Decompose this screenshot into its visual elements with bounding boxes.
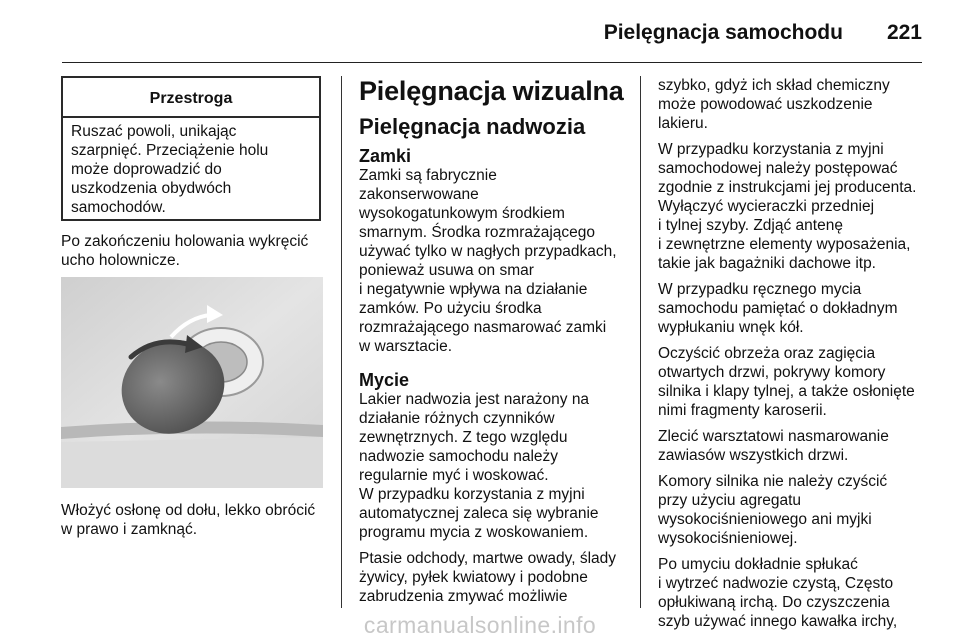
paragraph: Zlecić warsztatowi nasmarowanie zawiasów wszystkich drzwi. (658, 428, 889, 464)
subsection-heading: Pielęgnacja nadwozia (359, 114, 586, 139)
caution-body: Ruszać powoli, unikając szarpnięć. Przeciążenie holu może doprowadzić do uszkodzenia obydwóch samochodów. (71, 123, 269, 216)
paragraph: Komory silnika nie należy czyścić przy użyciu agregatu wysokociśnieniowego ani myjki wysokociśnieniowej. (658, 473, 888, 547)
washing-text-continued: Ptasie odchody, martwe owady, ślady żywicy, pyłek kwiatowy i podobne zabrudzenia zmywać możliwie (359, 550, 617, 605)
header-rule (62, 62, 922, 63)
caution-title: Przestroga (63, 78, 319, 118)
locks-heading: Zamki (359, 146, 412, 166)
paragraph: W przypadku korzystania z myjni samochodowej należy postępować zgodnie z instrukcjami jej producenta. Wyłączyć wycieraczki przedniej i tylnej szyby. Zdjąć antenę i zewnętrzne elementy wyposażenia, takie jak bagażniki dachowe itp. (658, 141, 917, 272)
washing-instructions-column (658, 76, 930, 638)
caution-box (61, 76, 321, 221)
tow-eye-cover-illustration (61, 277, 323, 488)
paragraph: szybko, gdyż ich skład chemiczny może powodować uszkodzenie lakieru. (658, 77, 890, 132)
page-number: 221 (886, 21, 922, 44)
watermark: carmanualsonline.info (363, 612, 597, 638)
washing-text: Lakier nadwozia jest narażony na działanie różnych czynników zewnętrznych. Z tego względu nadwozie samochodu należy regularnie myć i woskować. W przypadku korzystania z myjni automatycznej zaleca się wybranie programu mycia z woskowaniem. (359, 391, 599, 541)
paragraph: W przypadku ręcznego mycia samochodu pamiętać o dokładnym wypłukaniu wnęk kół. (658, 281, 898, 336)
washing-heading: Mycie (359, 370, 410, 390)
cover-refit-text: Włożyć osłonę od dołu, lekko obrócić w prawo i zamknąć. (61, 502, 316, 538)
column-divider (341, 76, 342, 608)
locks-text: Zamki są fabrycznie zakonserwowane wysokogatunkowym środkiem smarnym. Środka rozmrażającego używać tylko w nagłych przypadkach, ponieważ usuwa on smar i negatywnie wpływa na działanie zamków. Po użyciu środka rozmrażającego nasmarować zamki w warsztacie. (359, 167, 617, 355)
section-heading: Pielęgnacja wizualna (359, 76, 624, 106)
page-header (62, 14, 922, 52)
body-care-column (359, 76, 634, 606)
paragraph: Oczyścić obrzeża oraz zagięcia otwartych drzwi, pokrywy komory silnika i klapy tylnej, a także osłonięte nimi fragmenty karoserii. (658, 345, 915, 419)
tow-eye-removal-text: Po zakończeniu holowania wykręcić ucho holownicze. (61, 233, 309, 269)
column-divider (640, 76, 641, 608)
section-title: Pielęgnacja samochodu (603, 21, 843, 44)
paragraph: Po umyciu dokładnie spłukać i wytrzeć nadwozie czystą, Często opłukiwaną irchą. Do czyszczenia szyb używać innego kawałka irchy, (658, 556, 898, 630)
